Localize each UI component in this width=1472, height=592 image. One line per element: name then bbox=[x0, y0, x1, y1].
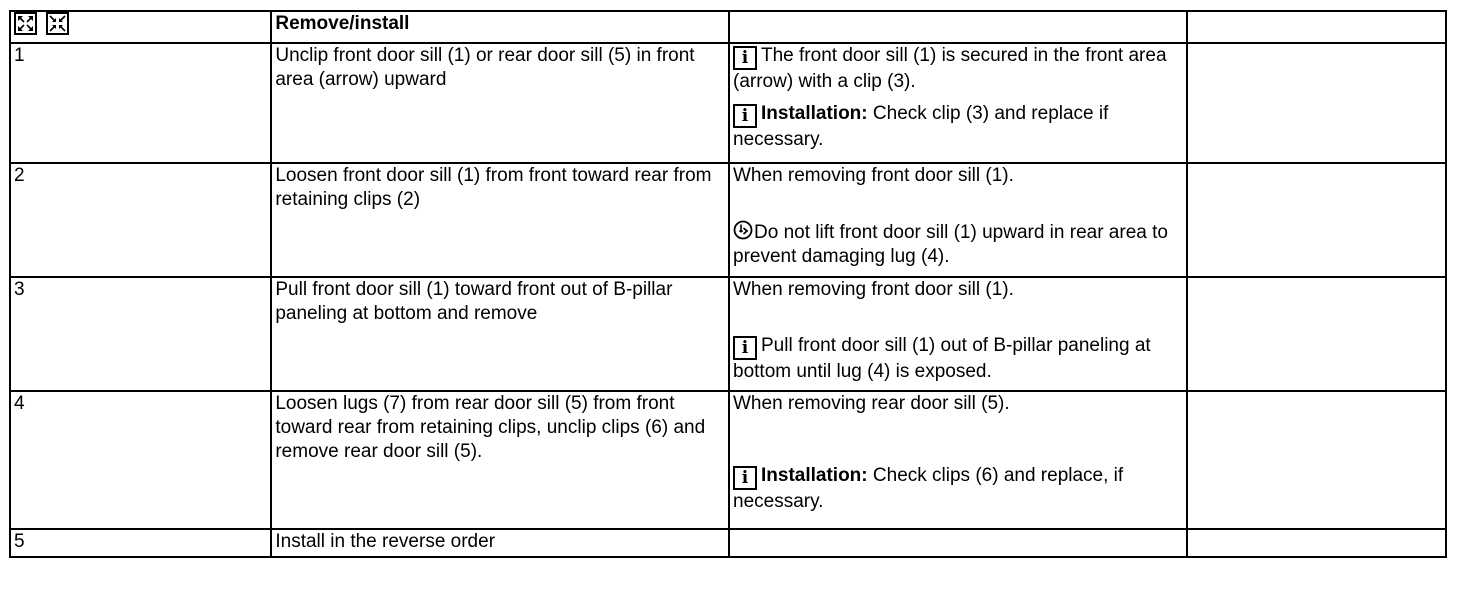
warning-icon bbox=[733, 220, 753, 240]
header-title-cell bbox=[271, 11, 729, 43]
step-action: Loosen front door sill (1) from front toward rear from retaining clips (2) bbox=[271, 163, 729, 277]
note-text: Check clips (6) and replace, if necessary. bbox=[733, 465, 1124, 512]
table-row bbox=[10, 43, 1446, 163]
empty-cell bbox=[1187, 529, 1446, 557]
note bbox=[733, 44, 1183, 94]
step-action: Unclip front door sill (1) or rear door sill (5) in front area (arrow) upward bbox=[271, 43, 729, 163]
note bbox=[733, 334, 1183, 384]
info-icon: i bbox=[733, 104, 757, 128]
step-action: Pull front door sill (1) toward front out of B-pillar paneling at bottom and remove bbox=[271, 277, 729, 391]
note-text: The front door sill (1) is secured in the front area (arrow) with a clip (3). bbox=[733, 45, 1167, 92]
expand-all-icon[interactable] bbox=[14, 12, 37, 35]
note-text: When removing front door sill (1). bbox=[733, 165, 1014, 186]
note bbox=[733, 392, 1183, 416]
info-icon: i bbox=[733, 46, 757, 70]
step-action: Loosen lugs (7) from rear door sill (5) from front toward rear from retaining clips, unclip clips (6) and remove rear door sill (5). bbox=[271, 391, 729, 529]
step-number: 4 bbox=[10, 391, 271, 529]
step-action: Install in the reverse order bbox=[271, 529, 729, 557]
step-number: 1 bbox=[10, 43, 271, 163]
table-row bbox=[10, 277, 1446, 391]
empty-cell bbox=[1187, 43, 1446, 163]
page-title: Remove/install bbox=[275, 13, 410, 34]
step-notes bbox=[729, 391, 1187, 529]
step-notes bbox=[729, 277, 1187, 391]
note-text: When removing rear door sill (5). bbox=[733, 393, 1010, 414]
step-number: 3 bbox=[10, 277, 271, 391]
note-text: When removing front door sill (1). bbox=[733, 279, 1014, 300]
note bbox=[733, 102, 1183, 152]
header-icons-cell bbox=[10, 11, 271, 43]
table-row bbox=[10, 163, 1446, 277]
note bbox=[733, 464, 1183, 514]
header-empty-cell bbox=[729, 11, 1187, 43]
step-number: 5 bbox=[10, 529, 271, 557]
note-text: Check clip (3) and replace if necessary. bbox=[733, 103, 1109, 150]
note bbox=[733, 278, 1183, 302]
info-icon: i bbox=[733, 466, 757, 490]
empty-cell bbox=[1187, 277, 1446, 391]
procedure-table bbox=[9, 10, 1447, 558]
note bbox=[733, 164, 1183, 188]
note-text: Do not lift front door sill (1) upward in rear area to prevent damaging lug (4). bbox=[733, 222, 1168, 267]
table-row bbox=[10, 529, 1446, 557]
header-empty-cell bbox=[1187, 11, 1446, 43]
table-header-row bbox=[10, 11, 1446, 43]
step-notes bbox=[729, 43, 1187, 163]
note-text: Pull front door sill (1) out of B-pillar paneling at bottom until lug (4) is exposed. bbox=[733, 335, 1151, 382]
empty-cell bbox=[1187, 391, 1446, 529]
table-row bbox=[10, 391, 1446, 529]
empty-cell bbox=[729, 529, 1187, 557]
empty-cell bbox=[1187, 163, 1446, 277]
step-notes bbox=[729, 163, 1187, 277]
step-number: 2 bbox=[10, 163, 271, 277]
note bbox=[733, 220, 1183, 269]
note-label: Installation: bbox=[761, 465, 868, 486]
collapse-all-icon[interactable] bbox=[46, 12, 69, 35]
info-icon: i bbox=[733, 336, 757, 360]
note-label: Installation: bbox=[761, 103, 868, 124]
